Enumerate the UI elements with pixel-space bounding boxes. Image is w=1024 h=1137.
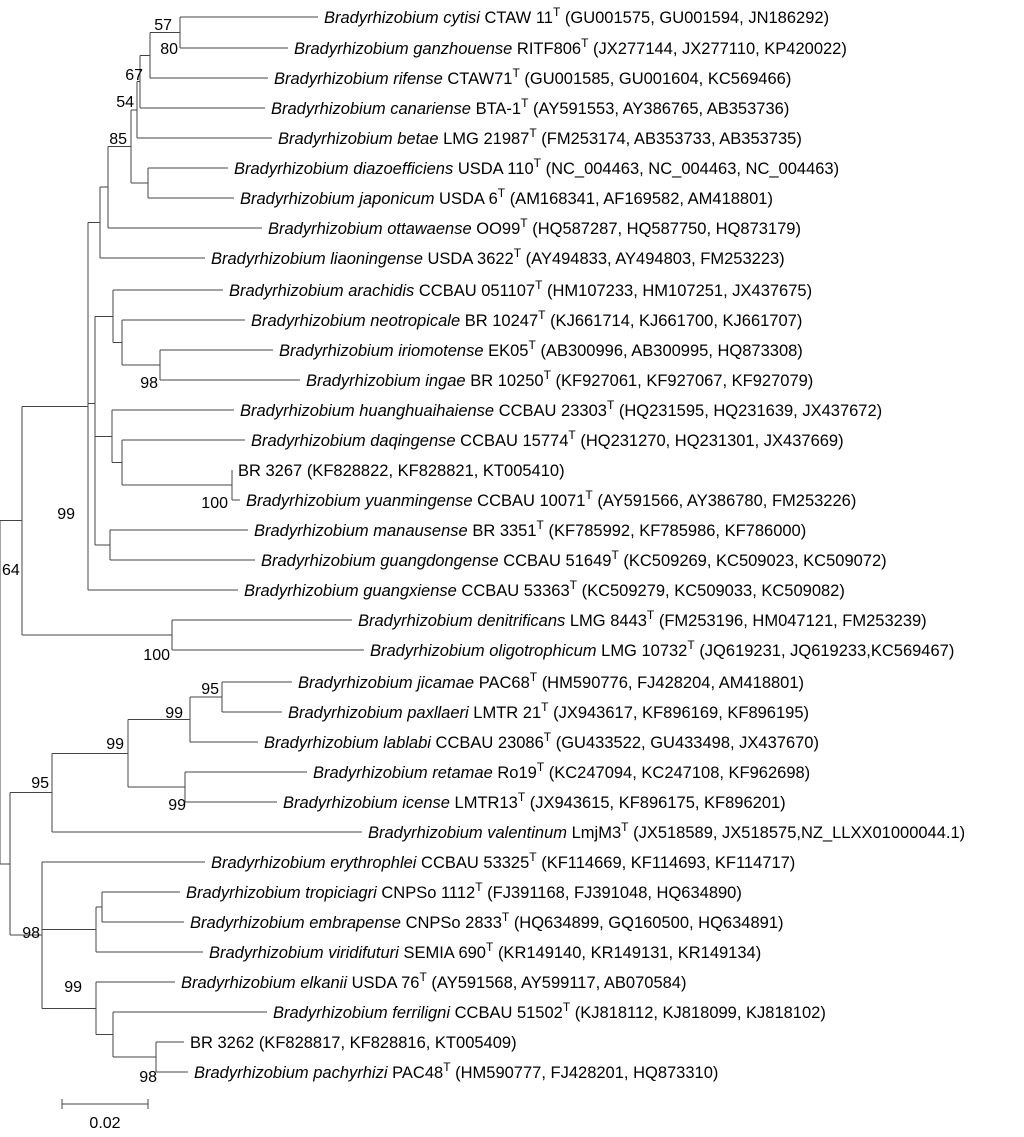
species-epithet: erythrophlei bbox=[330, 854, 417, 872]
genus-name: Bradyrhizobium bbox=[271, 100, 386, 118]
genus-name: Bradyrhizobium bbox=[246, 492, 361, 510]
strain-id: USDA 6 bbox=[439, 190, 498, 208]
genus-name: Bradyrhizobium bbox=[279, 342, 394, 360]
type-strain-mark: T bbox=[543, 730, 552, 744]
taxon-label-neotropicale bbox=[251, 308, 802, 330]
strain-id: CTAW71 bbox=[447, 70, 513, 88]
accession-numbers: (KF828817, KF828816, KT005409) bbox=[258, 1034, 517, 1052]
type-strain-mark: T bbox=[611, 548, 619, 562]
type-strain-mark: T bbox=[529, 126, 537, 140]
taxon-label-cytisi bbox=[324, 5, 829, 27]
taxon-label-elkanii bbox=[181, 970, 686, 992]
species-epithet: retamae bbox=[432, 764, 493, 782]
taxon-label-arachidis bbox=[229, 278, 812, 300]
type-strain-mark: T bbox=[517, 790, 526, 804]
species-epithet: embrapense bbox=[309, 914, 401, 932]
taxon-label-ingae bbox=[306, 368, 813, 390]
type-strain-mark: T bbox=[562, 1000, 571, 1014]
strain-id: OO99 bbox=[476, 220, 521, 238]
bootstrap-value-n_elk_root: 98 bbox=[22, 925, 40, 942]
strain-id: CCBAU 53325 bbox=[421, 854, 530, 872]
taxon-label-diazoefficiens bbox=[234, 156, 839, 178]
type-strain-mark: T bbox=[646, 608, 655, 622]
genus-name: Bradyrhizobium bbox=[229, 282, 344, 300]
accession-numbers: (GU433522, GU433498, JX437670) bbox=[555, 734, 819, 752]
accession-numbers: (HQ587287, HQ587750, HQ873179) bbox=[532, 220, 801, 238]
type-strain-mark: T bbox=[501, 910, 510, 924]
accession-numbers: (AY494833, AY494803, FM253223) bbox=[525, 250, 785, 268]
species-epithet: manausense bbox=[373, 522, 468, 540]
strain-id: CCBAU 51649 bbox=[503, 552, 612, 570]
species-epithet: neotropicale bbox=[370, 312, 461, 330]
type-strain-mark: T bbox=[687, 638, 695, 652]
scale-bar-label: 0.02 bbox=[89, 1115, 121, 1132]
taxon-label-pachyrhizi bbox=[194, 1060, 718, 1082]
strain-id: USDA 76 bbox=[351, 974, 420, 992]
genus-name: Bradyrhizobium bbox=[234, 160, 349, 178]
bootstrap-value-n_ganz_rif: 80 bbox=[160, 41, 178, 58]
type-strain-mark: T bbox=[521, 96, 529, 110]
species-epithet: huanghuaihaiense bbox=[359, 402, 495, 420]
bootstrap-value-n_val: 95 bbox=[31, 775, 49, 792]
genus-name: Bradyrhizobium bbox=[268, 220, 383, 238]
taxon-label-lablabi bbox=[264, 730, 819, 752]
genus-name: Bradyrhizobium bbox=[324, 9, 439, 27]
type-strain-mark: T bbox=[538, 308, 546, 322]
type-strain-mark: T bbox=[533, 156, 541, 170]
taxon-label-rifense bbox=[274, 66, 791, 88]
species-epithet: canariense bbox=[390, 100, 471, 118]
strain-id: RITF806 bbox=[516, 40, 582, 58]
strain-id: BTA-1 bbox=[475, 100, 522, 118]
bootstrap-value-n_lab: 99 bbox=[106, 736, 124, 753]
type-strain-mark: T bbox=[486, 940, 494, 954]
species-epithet: ferriligni bbox=[392, 1004, 451, 1022]
taxon-label-paxllaeri bbox=[288, 700, 809, 722]
bootstrap-value-n54: 54 bbox=[116, 94, 134, 111]
strain-id: LMTR13 bbox=[454, 794, 518, 812]
accession-numbers: (AB300996, AB300995, HQ873308) bbox=[540, 342, 803, 360]
genus-name: Bradyrhizobium bbox=[211, 250, 326, 268]
type-strain-mark: T bbox=[513, 246, 522, 260]
taxon-label-canariense bbox=[271, 96, 789, 118]
taxon-label-guangdongense bbox=[261, 548, 887, 570]
accession-numbers: (HQ634899, GQ160500, HQ634891) bbox=[513, 914, 784, 932]
strain-id: CCBAU 23086 bbox=[435, 734, 544, 752]
accession-numbers: (AM168341, AF169582, AM418801) bbox=[509, 190, 773, 208]
species-epithet: iriomotense bbox=[398, 342, 484, 360]
genus-name: Bradyrhizobium bbox=[240, 402, 355, 420]
species-epithet: valentinum bbox=[487, 824, 568, 842]
strain-id: BR 3262 bbox=[190, 1034, 255, 1052]
type-strain-mark: T bbox=[581, 36, 589, 50]
accession-numbers: (JX943615, KF896175, KF896201) bbox=[529, 794, 786, 812]
species-epithet: denitrificans bbox=[477, 612, 566, 630]
strain-id: USDA 3622 bbox=[427, 250, 514, 268]
species-epithet: tropiciagri bbox=[305, 884, 377, 902]
species-epithet: ingae bbox=[425, 372, 466, 390]
strain-id: EK05 bbox=[488, 342, 529, 360]
type-strain-mark: T bbox=[512, 66, 520, 80]
strain-id: BR 3267 bbox=[238, 462, 303, 480]
accession-numbers: (AY591553, AY386765, AB353736) bbox=[533, 100, 790, 118]
type-strain-mark: T bbox=[529, 670, 538, 684]
type-strain-mark: T bbox=[569, 578, 577, 592]
genus-name: Bradyrhizobium bbox=[368, 824, 483, 842]
species-epithet: jicamae bbox=[417, 674, 475, 692]
bootstrap-value-n_elk: 99 bbox=[64, 979, 82, 996]
genus-name: Bradyrhizobium bbox=[209, 944, 324, 962]
genus-name: Bradyrhizobium bbox=[186, 884, 301, 902]
bootstrap-value-n_yuan: 100 bbox=[201, 495, 228, 512]
accession-numbers: (JX518589, JX518575,NZ_LLXX01000044.1) bbox=[633, 824, 966, 842]
genus-name: Bradyrhizobium bbox=[181, 974, 296, 992]
taxon-label-jicamae bbox=[298, 670, 804, 692]
strain-id: CNPSo 1112 bbox=[381, 884, 476, 902]
genus-name: Bradyrhizobium bbox=[278, 130, 393, 148]
species-epithet: elkanii bbox=[300, 974, 348, 992]
accession-numbers: (KJ818112, KJ818099, KJ818102) bbox=[574, 1004, 826, 1022]
taxon-label-betae bbox=[278, 126, 802, 148]
taxon-label-daqingense bbox=[251, 428, 844, 450]
genus-name: Bradyrhizobium bbox=[190, 914, 305, 932]
type-strain-mark: T bbox=[541, 700, 549, 714]
strain-id: USDA 110 bbox=[457, 160, 534, 178]
type-strain-mark: T bbox=[568, 428, 576, 442]
species-epithet: arachidis bbox=[348, 282, 415, 300]
taxon-label-oligotrophicum bbox=[370, 638, 954, 660]
strain-id: CCBAU 51502 bbox=[454, 1004, 563, 1022]
type-strain-mark: T bbox=[497, 186, 506, 200]
type-strain-mark: T bbox=[535, 278, 543, 292]
genus-name: Bradyrhizobium bbox=[261, 552, 376, 570]
taxon-label-denitrificans bbox=[358, 608, 927, 630]
taxon-label-manausense bbox=[254, 518, 806, 540]
accession-numbers: (KC509269, KC509023, KC509072) bbox=[623, 552, 887, 570]
type-strain-mark: T bbox=[543, 368, 551, 382]
species-epithet: icense bbox=[402, 794, 450, 812]
species-epithet: paxllaeri bbox=[407, 704, 469, 722]
bootstrap-value-n85: 85 bbox=[109, 131, 127, 148]
taxon-label-icense bbox=[283, 790, 786, 812]
accession-numbers: (KF114669, KF114693, KF114717) bbox=[541, 854, 796, 872]
accession-numbers: (HQ231270, HQ231301, JX437669) bbox=[580, 432, 844, 450]
genus-name: Bradyrhizobium bbox=[358, 612, 473, 630]
accession-numbers: (KJ661714, KJ661700, KJ661707) bbox=[550, 312, 803, 330]
strain-id: LMG 10732 bbox=[601, 642, 688, 660]
bootstrap-value-n_oligo: 100 bbox=[143, 647, 170, 664]
genus-name: Bradyrhizobium bbox=[251, 432, 366, 450]
species-epithet: ganzhouense bbox=[413, 40, 513, 58]
bootstrap-value-n67: 67 bbox=[125, 67, 143, 84]
strain-id: CCBAU 23303 bbox=[498, 402, 607, 420]
species-epithet: pachyrhizi bbox=[313, 1064, 388, 1082]
accession-numbers: (AY591568, AY599117, AB070584) bbox=[431, 974, 687, 992]
type-strain-mark: T bbox=[606, 398, 615, 412]
genus-name: Bradyrhizobium bbox=[251, 312, 366, 330]
species-epithet: betae bbox=[397, 130, 439, 148]
taxon-label-br3262 bbox=[190, 1034, 517, 1052]
type-strain-mark: T bbox=[443, 1060, 451, 1074]
accession-numbers: (KF828822, KF828821, KT005410) bbox=[306, 462, 565, 480]
type-strain-mark: T bbox=[520, 216, 528, 230]
accession-numbers: (AY591566, AY386780, FM253226) bbox=[597, 492, 857, 510]
strain-id: CCBAU 10071 bbox=[477, 492, 586, 510]
species-epithet: diazoefficiens bbox=[353, 160, 454, 178]
accession-numbers: (JX277144, JX277110, KP420022) bbox=[593, 40, 847, 58]
accession-numbers: (KC509279, KC509033, KC509082) bbox=[581, 582, 845, 600]
strain-id: Ro19 bbox=[497, 764, 537, 782]
genus-name: Bradyrhizobium bbox=[313, 764, 428, 782]
type-strain-mark: T bbox=[475, 880, 483, 894]
leaf-labels bbox=[181, 5, 965, 1082]
genus-name: Bradyrhizobium bbox=[254, 522, 369, 540]
genus-name: Bradyrhizobium bbox=[294, 40, 409, 58]
taxon-label-ottawaense bbox=[268, 216, 801, 238]
type-strain-mark: T bbox=[536, 760, 545, 774]
taxon-label-ferriligni bbox=[273, 1000, 826, 1022]
accession-numbers: (HM590776, FJ428204, AM418801) bbox=[541, 674, 805, 692]
type-strain-mark: T bbox=[529, 850, 537, 864]
bootstrap-value-n_ingae: 98 bbox=[140, 375, 158, 392]
type-strain-mark: T bbox=[419, 970, 427, 984]
taxon-label-japonicum bbox=[240, 186, 773, 208]
accession-numbers: (HM107233, HM107251, JX437675) bbox=[547, 282, 813, 300]
strain-id: CNPSo 2833 bbox=[405, 914, 502, 932]
type-strain-mark: T bbox=[621, 820, 629, 834]
strain-id: PAC68 bbox=[478, 674, 530, 692]
scale-bar bbox=[62, 1099, 148, 1132]
genus-name: Bradyrhizobium bbox=[240, 190, 355, 208]
strain-id: BR 10250 bbox=[470, 372, 544, 390]
species-epithet: guangxiense bbox=[363, 582, 457, 600]
species-epithet: ottawaense bbox=[387, 220, 472, 238]
species-epithet: guangdongense bbox=[380, 552, 499, 570]
strain-id: LMG 21987 bbox=[443, 130, 530, 148]
type-strain-mark: T bbox=[585, 488, 593, 502]
accession-numbers: (KC247094, KC247108, KF962698) bbox=[548, 764, 811, 782]
accession-numbers: (FM253174, AB353733, AB353735) bbox=[541, 130, 802, 148]
strain-id: LmjM3 bbox=[571, 824, 622, 842]
strain-id: CTAW 11 bbox=[484, 9, 553, 27]
accession-numbers: (GU001585, GU001604, KC569466) bbox=[524, 70, 792, 88]
type-strain-mark: T bbox=[552, 5, 561, 19]
genus-name: Bradyrhizobium bbox=[306, 372, 421, 390]
strain-id: CCBAU 15774 bbox=[460, 432, 569, 450]
type-strain-mark: T bbox=[528, 338, 536, 352]
bootstrap-value-n_ret: 99 bbox=[168, 797, 186, 814]
accession-numbers: (HQ231595, HQ231639, JX437672) bbox=[618, 402, 883, 420]
accession-numbers: (FJ391168, FJ391048, HQ634890) bbox=[487, 884, 742, 902]
taxon-label-retamae bbox=[313, 760, 810, 782]
taxon-label-liaoningense bbox=[211, 246, 785, 268]
accession-numbers: (FM253196, HM047121, FM253239) bbox=[658, 612, 927, 630]
accession-numbers: (KF785992, KF785986, KF786000) bbox=[548, 522, 807, 540]
species-epithet: japonicum bbox=[359, 190, 435, 208]
species-epithet: lablabi bbox=[383, 734, 431, 752]
bootstrap-value-nA99: 99 bbox=[57, 506, 75, 523]
species-epithet: rifense bbox=[393, 70, 443, 88]
bootstrap-value-n_pach: 98 bbox=[139, 1069, 157, 1086]
species-epithet: daqingense bbox=[370, 432, 456, 450]
bootstrap-value-n_jic: 95 bbox=[201, 681, 219, 698]
strain-id: BR 10247 bbox=[464, 312, 539, 330]
strain-id: LMG 8443 bbox=[569, 612, 647, 630]
genus-name: Bradyrhizobium bbox=[194, 1064, 309, 1082]
species-epithet: liaoningense bbox=[330, 250, 423, 268]
accession-numbers: (HM590777, FJ428201, HQ873310) bbox=[455, 1064, 719, 1082]
accession-numbers: (KF927061, KF927067, KF927079) bbox=[555, 372, 814, 390]
species-epithet: oligotrophicum bbox=[489, 642, 597, 660]
species-epithet: cytisi bbox=[443, 9, 480, 27]
strain-id: CCBAU 051107 bbox=[418, 282, 536, 300]
taxon-label-ganzhouense bbox=[294, 36, 847, 58]
taxon-label-viridifuturi bbox=[209, 940, 761, 962]
bootstrap-value-nRoot: 64 bbox=[2, 562, 20, 579]
accession-numbers: (NC_004463, NC_004463, NC_004463) bbox=[545, 160, 840, 178]
genus-name: Bradyrhizobium bbox=[283, 794, 398, 812]
taxon-label-embrapense bbox=[190, 910, 783, 932]
taxon-label-tropiciagri bbox=[186, 880, 742, 902]
accession-numbers: (JX943617, KF896169, KF896195) bbox=[553, 704, 810, 722]
genus-name: Bradyrhizobium bbox=[274, 70, 389, 88]
accession-numbers: (JQ619231, JQ619233,KC569467) bbox=[699, 642, 955, 660]
genus-name: Bradyrhizobium bbox=[211, 854, 326, 872]
strain-id: LMTR 21 bbox=[473, 704, 542, 722]
type-strain-mark: T bbox=[536, 518, 544, 532]
species-epithet: yuanmingense bbox=[365, 492, 473, 510]
taxon-label-erythrophlei bbox=[211, 850, 795, 872]
genus-name: Bradyrhizobium bbox=[288, 704, 403, 722]
genus-name: Bradyrhizobium bbox=[264, 734, 379, 752]
accession-numbers: (KR149140, KR149131, KR149134) bbox=[497, 944, 762, 962]
bootstrap-value-n_cytisi_ganz: 57 bbox=[154, 17, 172, 34]
taxon-label-br3267 bbox=[238, 462, 565, 480]
genus-name: Bradyrhizobium bbox=[273, 1004, 388, 1022]
strain-id: CCBAU 53363 bbox=[461, 582, 570, 600]
taxon-label-guangxiense bbox=[244, 578, 845, 600]
genus-name: Bradyrhizobium bbox=[370, 642, 485, 660]
strain-id: PAC48 bbox=[392, 1064, 444, 1082]
taxon-label-huanghuaihaiense bbox=[240, 398, 882, 420]
strain-id: SEMIA 690 bbox=[403, 944, 486, 962]
taxon-label-yuanmingense bbox=[246, 488, 856, 510]
species-epithet: viridifuturi bbox=[328, 944, 399, 962]
taxon-label-iriomotense bbox=[279, 338, 803, 360]
accession-numbers: (GU001575, GU001594, JN186292) bbox=[564, 9, 830, 27]
strain-id: BR 3351 bbox=[472, 522, 537, 540]
genus-name: Bradyrhizobium bbox=[244, 582, 359, 600]
taxon-label-valentinum bbox=[368, 820, 965, 842]
genus-name: Bradyrhizobium bbox=[298, 674, 413, 692]
bootstrap-value-n_jpl: 99 bbox=[165, 705, 183, 722]
